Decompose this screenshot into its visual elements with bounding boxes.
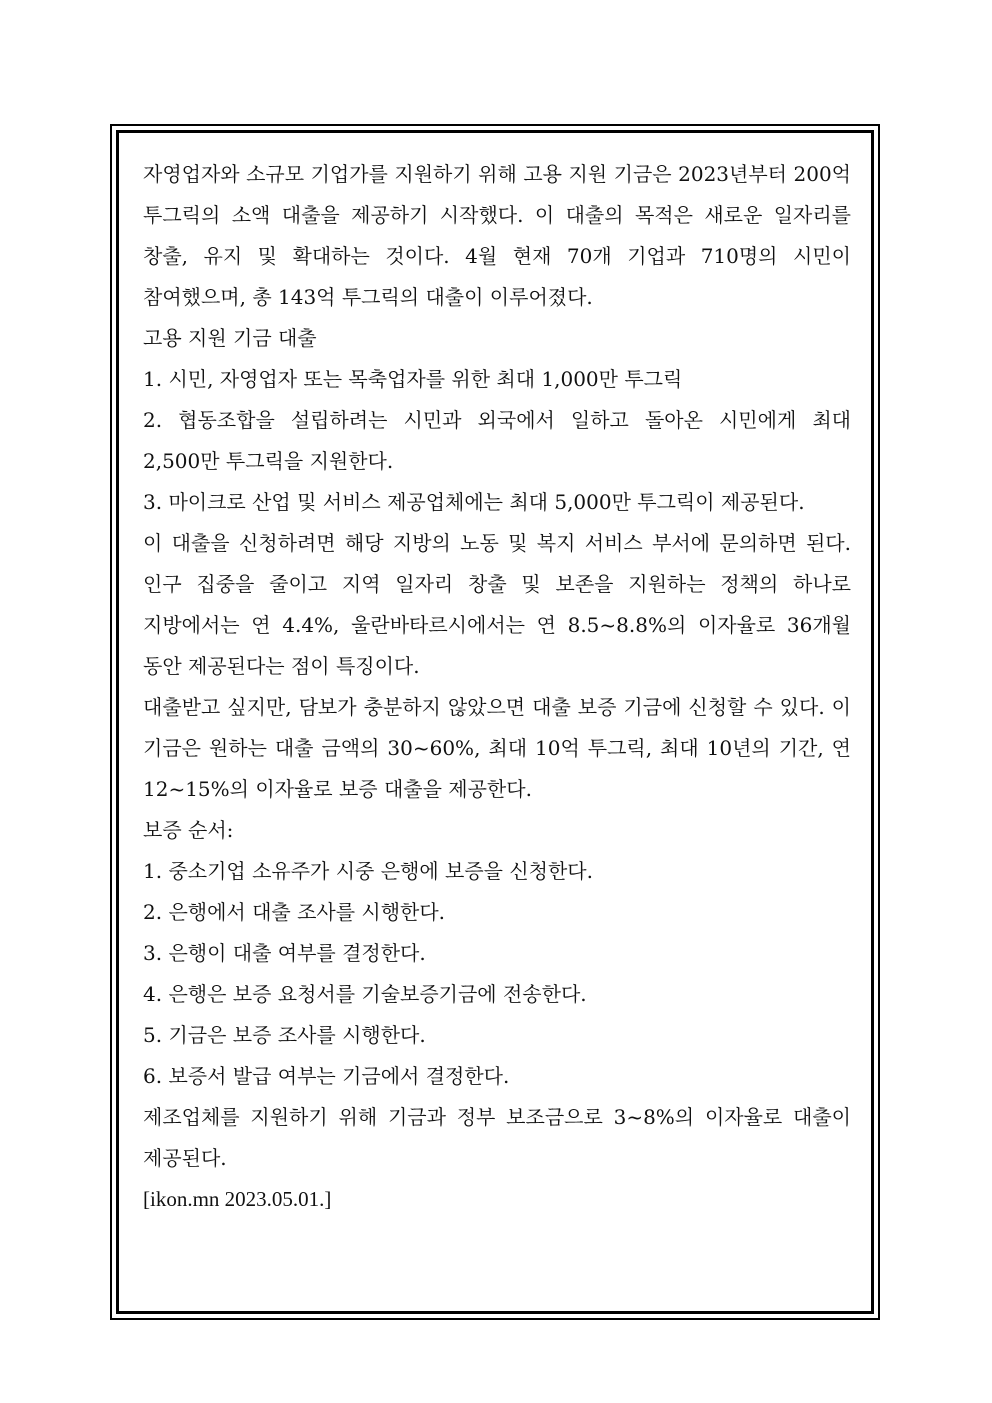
step-item: 6. 보증서 발급 여부는 기금에서 결정한다. bbox=[143, 1064, 510, 1088]
manufacturing-paragraph: 제조업체를 지원하기 위해 기금과 정부 보조금으로 3~8%의 이자율로 대출이 제공된다. bbox=[143, 1105, 851, 1170]
steps-heading: 보증 순서: bbox=[143, 818, 234, 842]
source-citation: [ikon.mn 2023.05.01.] bbox=[143, 1187, 332, 1211]
article-body bbox=[143, 154, 851, 1220]
application-paragraph: 이 대출을 신청하려면 해당 지방의 노동 및 복지 서비스 부서에 문의하면 된다. 인구 집중을 줄이고 지역 일자리 창출 및 보존을 지원하는 정책의 하나로 지방에서는 연 4.4%, 울란바타르시에서는 연 8.5~8.8%의 이자율로 36개월 동안 제공된다는 점이 특징이다. bbox=[143, 531, 851, 678]
step-item: 3. 은행이 대출 여부를 결정한다. bbox=[143, 941, 426, 965]
loan-item: 1. 시민, 자영업자 또는 목축업자를 위한 최대 1,000만 투그릭 bbox=[143, 367, 683, 391]
intro-paragraph: 자영업자와 소규모 기업가를 지원하기 위해 고용 지원 기금은 2023년부터 200억 투그릭의 소액 대출을 제공하기 시작했다. 이 대출의 목적은 새로운 일자리를 창출, 유지 및 확대하는 것이다. 4월 현재 70개 기업과 710명의 시민이 참여했으며, 총 143억 투그릭의 대출이 이루어졌다. bbox=[143, 162, 851, 309]
guarantee-paragraph: 대출받고 싶지만, 담보가 충분하지 않았으면 대출 보증 기금에 신청할 수 있다. 이 기금은 원하는 대출 금액의 30~60%, 최대 10억 투그릭, 최대 10년의 기간, 연 12~15%의 이자율로 보증 대출을 제공한다. bbox=[143, 695, 851, 801]
step-item: 1. 중소기업 소유주가 시중 은행에 보증을 신청한다. bbox=[143, 859, 593, 883]
step-item: 2. 은행에서 대출 조사를 시행한다. bbox=[143, 900, 446, 924]
loans-heading: 고용 지원 기금 대출 bbox=[143, 326, 317, 350]
guarantee-steps-list bbox=[143, 851, 851, 1097]
step-item: 4. 은행은 보증 요청서를 기술보증기금에 전송한다. bbox=[143, 982, 587, 1006]
loan-item: 3. 마이크로 산업 및 서비스 제공업체에는 최대 5,000만 투그릭이 제공된다. bbox=[143, 490, 805, 514]
step-item: 5. 기금은 보증 조사를 시행한다. bbox=[143, 1023, 426, 1047]
loan-item: 2. 협동조합을 설립하려는 시민과 외국에서 일하고 돌아온 시민에게 최대 2,500만 투그릭을 지원한다. bbox=[143, 408, 851, 473]
loan-list bbox=[143, 359, 851, 523]
